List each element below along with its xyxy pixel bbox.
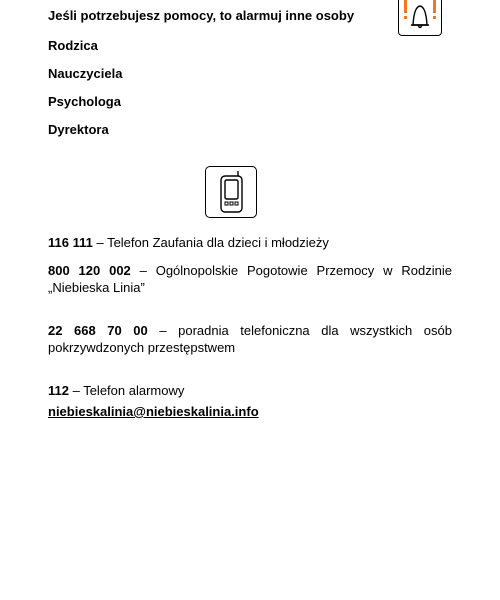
phone-icon-box <box>205 166 257 218</box>
mobile-phone-icon <box>206 167 256 217</box>
contact-psychologist: Psychologa <box>48 94 121 109</box>
bell-icon <box>399 0 441 35</box>
hotline-description: – poradnia telefoniczna dla wszystkich osób pokrzywdzonych przestępstwem <box>48 323 452 355</box>
hotline-number: 116 111 <box>48 235 93 250</box>
contact-director: Dyrektora <box>48 122 109 137</box>
alarm-bell-icon-box <box>398 0 442 36</box>
hotline-number: 22 668 70 00 <box>48 323 148 338</box>
hotline-entry <box>48 262 452 296</box>
hotline-number: 800 120 002 <box>48 263 131 278</box>
hotline-number: 112 <box>48 383 69 398</box>
hotline-description: – Telefon alarmowy <box>68 383 185 398</box>
hotline-description: – Telefon Zaufania dla dzieci i młodzieży <box>92 235 329 250</box>
hotline-entry <box>48 382 452 399</box>
hotline-entry <box>48 322 452 356</box>
hotline-entry <box>48 234 452 251</box>
hotline-description: – Ogólnopolskie Pogotowie Przemocy w Rodzinie „Niebieska Linia” <box>48 263 452 295</box>
contact-parent: Rodzica <box>48 38 98 53</box>
contact-teacher: Nauczyciela <box>48 66 123 81</box>
page-heading: Jeśli potrzebujesz pomocy, to alarmuj inne osoby <box>48 8 355 23</box>
email-link[interactable]: niebieskalinia@niebieskalinia.info <box>48 404 259 419</box>
